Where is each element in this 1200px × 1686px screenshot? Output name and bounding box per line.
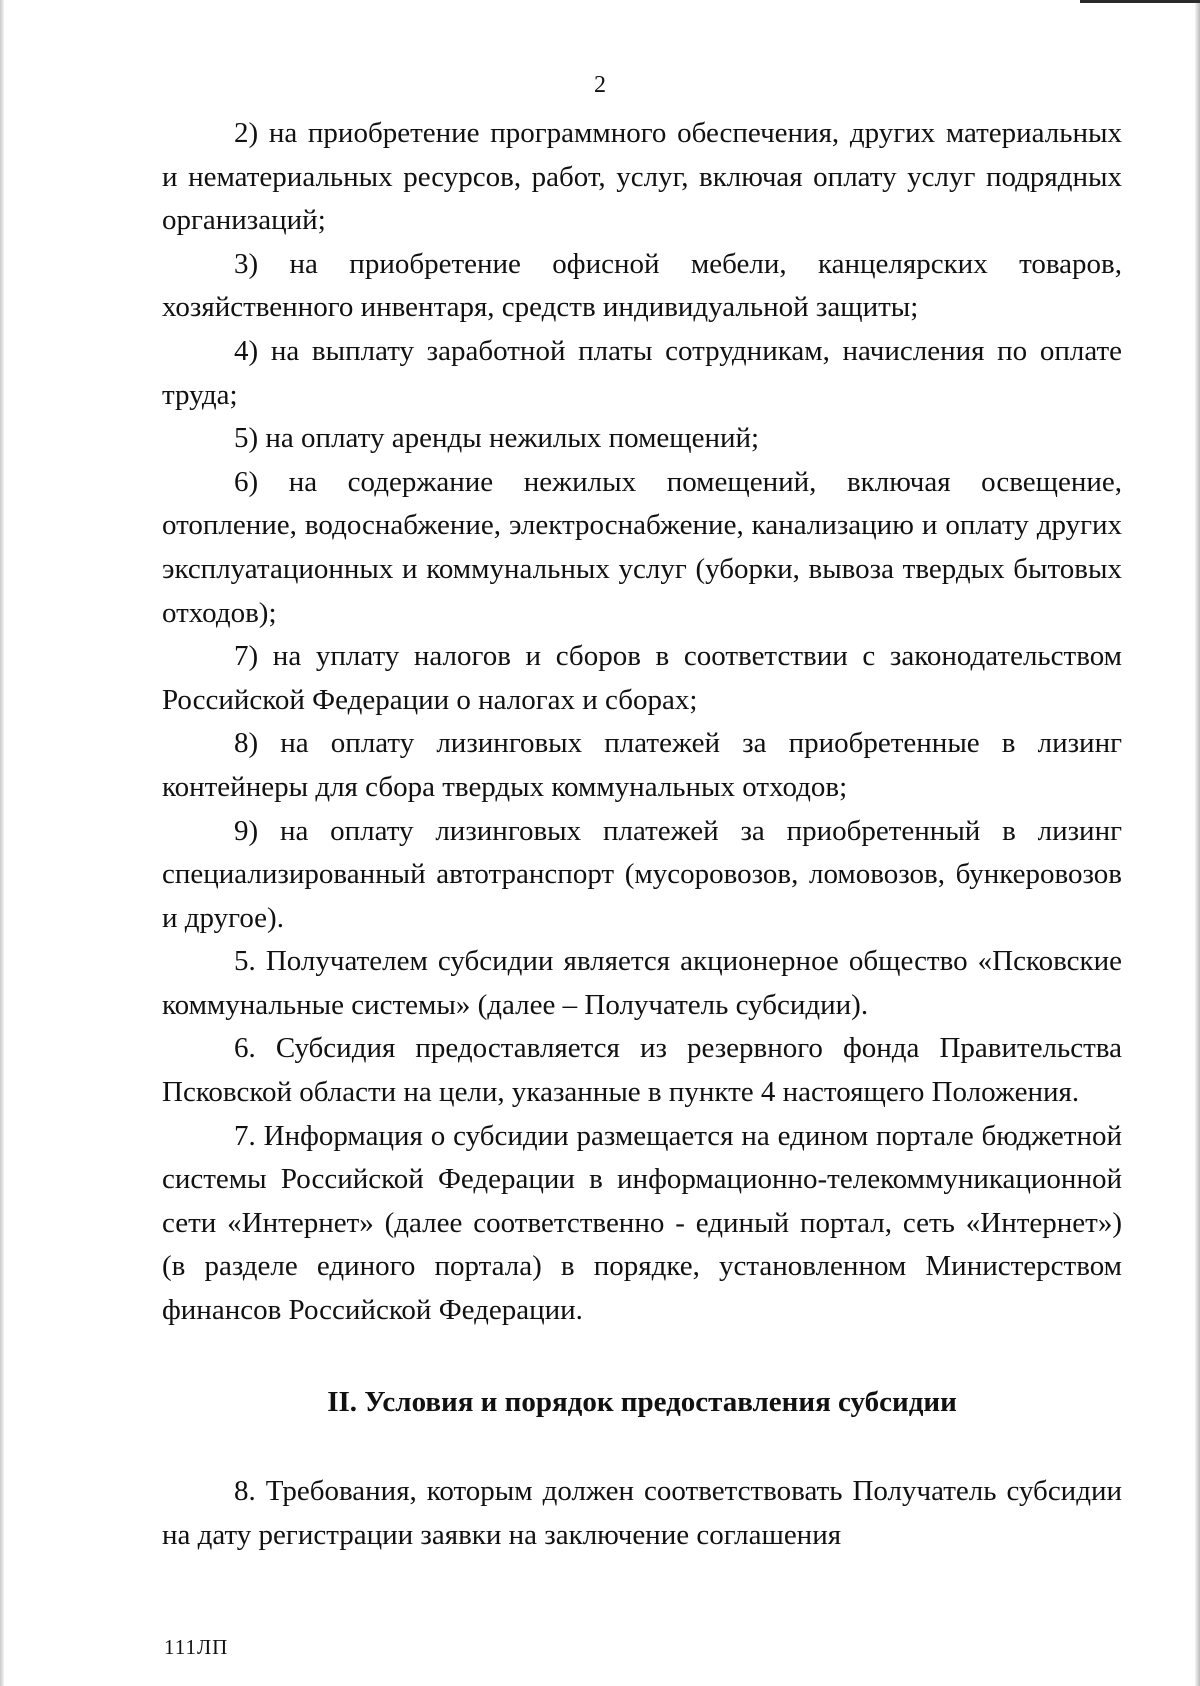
paragraph-item-6: 6) на содержание нежилых помещений, включая освещение, отопление, водоснабжение, электроснабжение, канализацию и оплату других эксплуатационных и коммунальных услуг (уборки, вывоза твердых бытовых отходов); [162, 465, 1122, 629]
paragraph-item-8: 8) на оплату лизинговых платежей за приобретенные в лизинг контейнеры для сбора твердых коммунальных отходов; [162, 727, 1122, 803]
paragraph-item-9: 9) на оплату лизинговых платежей за приобретенный в лизинг специализированный автотранспорт (мусоровозов, ломовозов, бункеровозов и другое). [162, 814, 1122, 934]
section-heading: II. Условия и порядок предоставления субсидии [327, 1385, 957, 1418]
document-body [162, 112, 1122, 1557]
scan-edge-right [1195, 0, 1200, 1686]
paragraph-item-7: 7) на уплату налогов и сборов в соответствии с законодательством Российской Федерации о налогах и сборах; [162, 640, 1122, 716]
paragraph-clause-6: 6. Субсидия предоставляется из резервного фонда Правительства Псковской области на цели, указанные в пункте 4 настоящего Положения. [162, 1032, 1122, 1109]
scan-edge-left [0, 0, 4, 1686]
paragraph-item-5: 5) на оплату аренды нежилых помещений; [234, 422, 760, 455]
document-code: 111ЛП [164, 1635, 229, 1659]
paragraph-clause-7: 7. Информация о субсидии размещается на едином портале бюджетной системы Российской Федерации в информационно-телекоммуникационной сети «Интернет» (далее соответственно - единый портал, сеть «Интернет») (в разделе единого портала) в порядке, установленном Министерством финансов Российской Федерации. [162, 1119, 1122, 1327]
scan-edge-top [1080, 0, 1200, 3]
paragraph-item-4: 4) на выплату заработной платы сотрудникам, начисления по оплате труда; [162, 334, 1122, 411]
paragraph-clause-8: 8. Требования, которым должен соответствовать Получатель субсидии на дату регистрации заявки на заключение соглашения [162, 1475, 1122, 1551]
page-number: 2 [594, 72, 606, 98]
paragraph-clause-5: 5. Получателем субсидии является акционерное общество «Псковские коммунальные системы» (далее – Получатель субсидии). [162, 945, 1122, 1021]
paragraph-item-2: 2) на приобретение программного обеспечения, других материальных и нематериальных ресурсов, работ, услуг, включая оплату услуг подрядных организаций; [162, 117, 1122, 237]
paragraph-item-3: 3) на приобретение офисной мебели, канцелярских товаров, хозяйственного инвентаря, средств индивидуальной защиты; [162, 247, 1122, 324]
